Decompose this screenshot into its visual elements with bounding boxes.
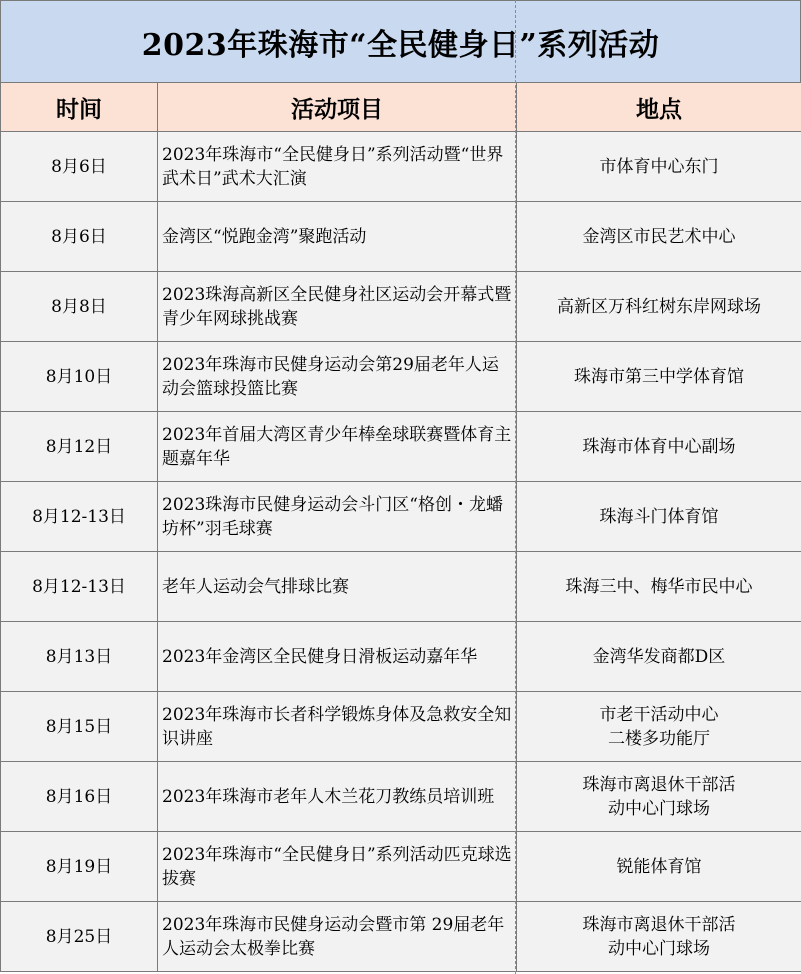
row-event: 老年人运动会气排球比赛 bbox=[158, 552, 517, 622]
row-place-text: 珠海斗门体育馆 bbox=[599, 506, 719, 527]
table-row bbox=[1, 902, 801, 972]
row-event: 2023年珠海市民健身运动会第29届老年人运动会篮球投篮比赛 bbox=[158, 342, 517, 412]
row-event: 2023珠海市民健身运动会斗门区“格创・龙蟠坊杯”羽毛球赛 bbox=[158, 482, 517, 552]
header-row bbox=[1, 83, 801, 132]
row-place bbox=[517, 132, 801, 202]
row-place-text: 珠海三中、梅华市民中心 bbox=[565, 576, 753, 597]
row-place bbox=[517, 412, 801, 482]
row-place bbox=[517, 902, 801, 972]
table-header bbox=[1, 83, 801, 132]
row-date: 8月6日 bbox=[1, 202, 158, 272]
row-place-text: 珠海市第三中学体育馆 bbox=[574, 366, 744, 387]
row-date: 8月12-13日 bbox=[1, 552, 158, 622]
row-date: 8月12-13日 bbox=[1, 482, 158, 552]
row-event: 2023年珠海市“全民健身日”系列活动暨“世界武术日”武术大汇演 bbox=[158, 132, 517, 202]
row-date: 8月12日 bbox=[1, 412, 158, 482]
schedule-table bbox=[0, 82, 801, 972]
row-place bbox=[517, 342, 801, 412]
row-place bbox=[517, 622, 801, 692]
row-place-text: 珠海市离退休干部活 动中心门球场 bbox=[582, 774, 736, 819]
row-event: 2023年首届大湾区青少年棒垒球联赛暨体育主题嘉年华 bbox=[158, 412, 517, 482]
row-place bbox=[517, 832, 801, 902]
row-event: 2023年珠海市民健身运动会暨市第 29届老年人运动会太极拳比赛 bbox=[158, 902, 517, 972]
row-place-text: 市体育中心东门 bbox=[599, 156, 719, 177]
row-place bbox=[517, 552, 801, 622]
row-date: 8月6日 bbox=[1, 132, 158, 202]
table-body bbox=[1, 132, 801, 972]
table-row bbox=[1, 272, 801, 342]
header-time: 时间 bbox=[1, 83, 158, 132]
table-row bbox=[1, 482, 801, 552]
row-place-text: 金湾区市民艺术中心 bbox=[582, 226, 736, 247]
row-place bbox=[517, 482, 801, 552]
header-event: 活动项目 bbox=[158, 83, 517, 132]
row-place-text: 高新区万科红树东岸网球场 bbox=[557, 296, 761, 317]
row-place-text: 珠海市体育中心副场 bbox=[582, 436, 736, 457]
table-row bbox=[1, 692, 801, 762]
row-date: 8月19日 bbox=[1, 832, 158, 902]
row-date: 8月25日 bbox=[1, 902, 158, 972]
table-row bbox=[1, 412, 801, 482]
row-event: 2023年珠海市老年人木兰花刀教练员培训班 bbox=[158, 762, 517, 832]
table-row bbox=[1, 552, 801, 622]
table-row bbox=[1, 342, 801, 412]
row-place bbox=[517, 272, 801, 342]
row-date: 8月10日 bbox=[1, 342, 158, 412]
table-row bbox=[1, 202, 801, 272]
row-place bbox=[517, 692, 801, 762]
table-row bbox=[1, 622, 801, 692]
row-place-text: 珠海市离退休干部活 动中心门球场 bbox=[582, 914, 736, 959]
row-event: 金湾区“悦跑金湾”聚跑活动 bbox=[158, 202, 517, 272]
row-event: 2023年金湾区全民健身日滑板运动嘉年华 bbox=[158, 622, 517, 692]
sheet-title: 2023年珠海市“全民健身日”系列活动 bbox=[0, 0, 801, 83]
table-row bbox=[1, 832, 801, 902]
row-place-text: 锐能体育馆 bbox=[616, 856, 702, 877]
row-place bbox=[517, 762, 801, 832]
row-event: 2023珠海高新区全民健身社区运动会开幕式暨青少年网球挑战赛 bbox=[158, 272, 517, 342]
row-place-text: 金湾华发商都D区 bbox=[592, 646, 726, 667]
row-event: 2023年珠海市“全民健身日”系列活动匹克球选拔赛 bbox=[158, 832, 517, 902]
row-event: 2023年珠海市长者科学锻炼身体及急救安全知识讲座 bbox=[158, 692, 517, 762]
row-place-text: 市老干活动中心 二楼多功能厅 bbox=[599, 704, 719, 749]
row-date: 8月8日 bbox=[1, 272, 158, 342]
row-place bbox=[517, 202, 801, 272]
row-date: 8月16日 bbox=[1, 762, 158, 832]
row-date: 8月15日 bbox=[1, 692, 158, 762]
table-row bbox=[1, 762, 801, 832]
header-place: 地点 bbox=[517, 83, 801, 132]
row-date: 8月13日 bbox=[1, 622, 158, 692]
table-row bbox=[1, 132, 801, 202]
